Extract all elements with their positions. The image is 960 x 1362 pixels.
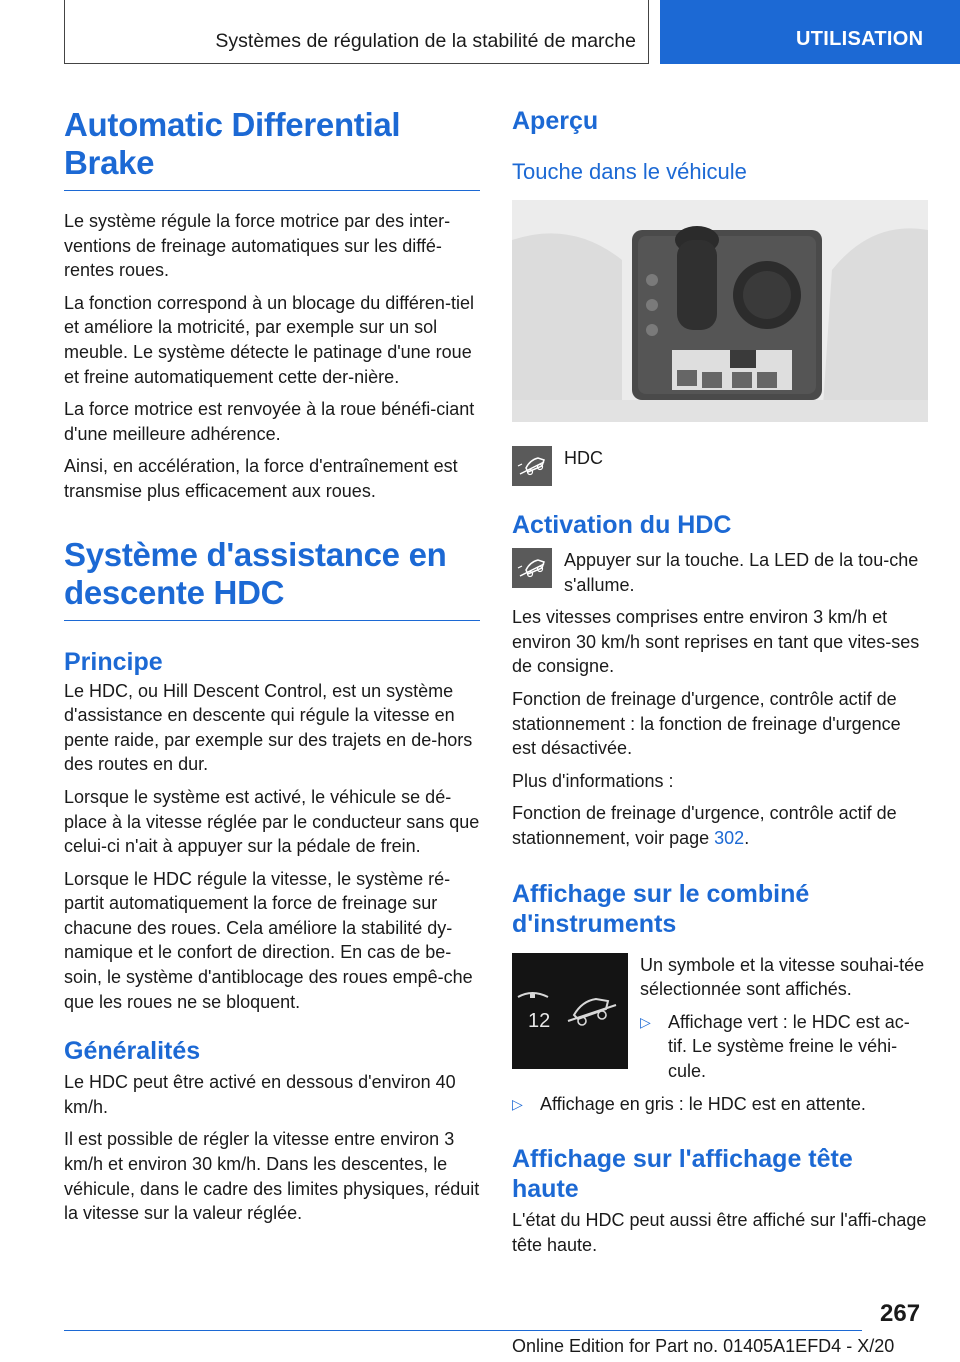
center-console-image [512, 200, 928, 422]
triangle-right-icon: ▷ [640, 1013, 651, 1030]
general-paragraph: Le HDC peut être activé en dessous d'environ 40 km/h. [64, 1072, 456, 1117]
page-number: 267 [880, 1300, 921, 1327]
hdc-rule [64, 620, 480, 621]
left-column [64, 100, 480, 1226]
general-heading: Généralités [64, 1037, 201, 1066]
adb-paragraph: La force motrice est renvoyée à la roue bénéfi-ciant d'une meilleure adhérence. [64, 399, 475, 444]
principe-paragraph: Lorsque le système est activé, le véhicule se dé-place à la vitesse réglée par le conducteur sans que celui-ci n'ait à appuyer sur la pédale de frein. [64, 786, 480, 857]
hud-paragraph: L'état du HDC peut aussi être affiché sur l'affi-chage tête haute. [512, 1210, 927, 1255]
touche-heading: Touche dans le véhicule [512, 159, 747, 184]
activation-step-text: Appuyer sur la touche. La LED de la tou-che s'allume. [564, 550, 919, 595]
footer-edition: Online Edition for Part no. 01405A1EFD4 - X/20 [512, 1336, 895, 1356]
right-column [512, 100, 928, 1257]
instrument-cluster-image [512, 953, 628, 1069]
hdc-button-label: HDC [564, 448, 603, 468]
section-tab: UTILISATION [660, 0, 960, 64]
footer-rule [64, 1330, 862, 1331]
combi-bullet: ▷ Affichage vert : le HDC est ac-tif. Le système freine le véhi-cule. [640, 1010, 928, 1084]
combi-paragraph: Un symbole et la vitesse souhai-tée sélectionnée sont affichés. [640, 954, 925, 1000]
console-photo [512, 200, 928, 422]
activation-paragraph: Les vitesses comprises entre environ 3 km/h et environ 30 km/h sont reprises en tant que vites-ses de consigne. [512, 607, 920, 677]
combi-bullet: ▷ Affichage en gris : le HDC est en attente. [512, 1092, 928, 1117]
hud-heading: Affichage sur l'affichage tête haute [512, 1145, 853, 1204]
principe-paragraph: Lorsque le HDC régule la vitesse, le système ré-partit automatiquement la force de freinage sur chacune des roues. Cela améliore la stabilité dy-namique et le confort de direction. En cas de be-soin, le système d'antiblocage des roues empê-che que les roues ne se bloquent. [64, 868, 473, 1012]
activation-step [512, 548, 928, 597]
general-paragraph: Il est possible de régler la vitesse entre environ 3 km/h et environ 30 km/h. Dans les descentes, le véhicule, dans le cadre des limites physiques, réduit la vitesse sur la valeur réglée. [64, 1129, 480, 1224]
triangle-right-icon: ▷ [512, 1095, 523, 1112]
adb-title: Automatic Differential Brake [64, 106, 401, 181]
principe-heading: Principe [64, 647, 163, 676]
combi-heading: Affichage sur le combiné d'instruments [512, 879, 810, 938]
page-header [64, 0, 960, 64]
chapter-title: Systèmes de régulation de la stabilité de marche [64, 0, 649, 64]
combi-block [512, 953, 928, 1084]
activation-crossref: Fonction de freinage d'urgence, contrôle actif de stationnement, voir page 302. [512, 803, 897, 848]
adb-paragraph: Le système régule la force motrice par des inter-ventions de freinage automatiques sur les diffé-rentes roues. [64, 211, 451, 281]
page-link[interactable]: 302 [714, 827, 745, 848]
adb-paragraph: Ainsi, en accélération, la force d'entraînement est transmise plus efficacement aux roues. [64, 456, 458, 501]
principe-paragraph: Le HDC, ou Hill Descent Control, est un système d'assistance en descente qui régule la vitesse en pente raide, par exemple sur des trajets en de-hors des routes en dur. [64, 680, 473, 775]
cluster-speed-value: 12 [528, 1009, 551, 1032]
apercu-heading: Aperçu [512, 107, 599, 135]
hdc-button-row [512, 446, 928, 486]
adb-rule [64, 190, 480, 191]
adb-paragraph: La fonction correspond à un blocage du différen-tiel et améliore la motricité, par exemple sur un sol meuble. Le système détecte le patinage d'une roue et freine automatiquement cette der-nière. [64, 292, 474, 387]
hdc-car-slope-icon [512, 446, 552, 486]
activation-heading: Activation du HDC [512, 511, 732, 539]
hdc-car-slope-icon [512, 548, 552, 588]
activation-paragraph: Plus d'informations : [512, 770, 674, 791]
combi-text [640, 953, 928, 1084]
activation-paragraph: Fonction de freinage d'urgence, contrôle actif de stationnement : la fonction de freinage d'urgence est désactivée. [512, 688, 901, 759]
hdc-title: Système d'assistance en descente HDC [64, 535, 447, 611]
